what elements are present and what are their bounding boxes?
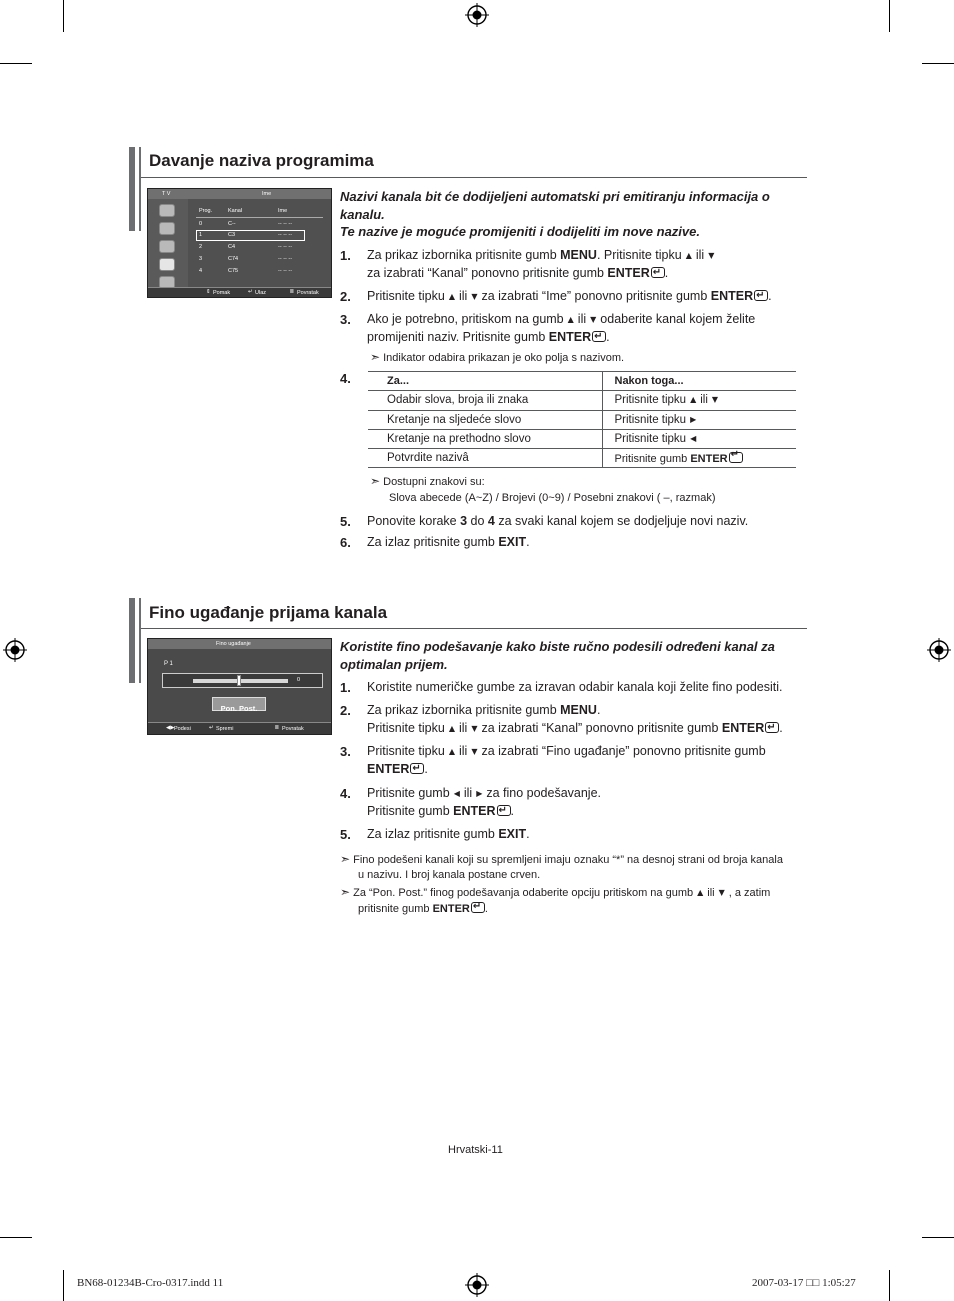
note [370,349,624,366]
osd-foot-enter: Ulaz [255,290,267,296]
step-ref: 4 [487,514,495,528]
cell-text: ili [700,394,708,407]
table-cell [602,410,796,429]
osd-top-bar [148,189,331,199]
step-text: za izabrati “Kanal” ponovno pritisnite gumb [481,720,722,735]
step-text: odaberite kanal kojem želite [600,312,756,326]
cell-text: Pritisnite tipku [614,433,687,446]
down-arrow-icon: ▼ [708,251,715,260]
step-text: Ponovite korake [367,514,461,528]
up-arrow-icon: ▲ [448,747,455,756]
osd-col-kanal: Kanal [228,208,243,214]
section-title: Fino ugađanje prijama kanala [149,603,388,622]
note-detail [358,901,488,917]
setup-icon [159,258,175,271]
step-text: . [664,265,669,280]
section-title: Davanje naziva programima [149,151,374,170]
tv-fine-tune-screenshot [147,638,332,735]
intro-line: Te nazive je moguće promijeniti i dodijeliti im nove nazive. [340,224,700,239]
step-text: . [424,761,428,776]
crop-mark [63,1270,64,1301]
osd-top-bar [148,639,331,649]
enter-icon [497,805,511,816]
sound-icon [159,222,175,235]
step-text: . [510,803,515,818]
step-text: Za prikaz izbornika pritisnite gumb [367,248,561,262]
section-intro [340,638,810,673]
step-text: Pritisnite gumb [367,786,450,800]
crop-mark [889,1270,890,1301]
step-text: ili [458,720,468,735]
step-text: . [526,827,530,841]
up-arrow-icon: ▲ [697,888,704,897]
osd-bottom-bar [148,722,331,734]
osd-row-kanal: C3 [228,232,236,238]
step-number: 4. [340,786,351,801]
osd-return-icon: Ⅲ [290,289,294,295]
registration-mark-icon [3,638,27,662]
step-text: Za izlaz pritisnite gumb [367,535,499,549]
enter-key: ENTER [607,265,650,280]
osd-foot-save: Spremi [216,726,234,732]
crop-mark [0,1237,32,1238]
fine-tune-slider [162,673,323,688]
section-bar [129,598,141,683]
note-text: Za “Pon. Post.” finog podešavanja odaberite opciju pritiskom na gumb [353,887,694,899]
table-row [368,449,796,468]
step-text: za izabrati “Ime” ponovno pritisnite gumb [481,289,711,303]
osd-enter-icon: ↵ [209,725,214,731]
osd-row-kanal: C74 [228,256,239,262]
step-text: Pritisnite tipku [367,289,445,303]
note-text: ili [707,887,715,899]
enter-key: ENTER [453,803,496,818]
section-intro [340,188,810,241]
enter-key: ENTER [548,329,592,344]
osd-row-kanal: C75 [228,268,239,274]
osd-foot-return: Povratak [282,726,304,732]
down-arrow-icon: ▼ [718,888,725,897]
table-cell [602,391,796,410]
enter-icon [651,267,665,278]
note-text: Indikator odabira prikazan je oko polja s nazivom. [383,352,625,364]
picture-icon [159,204,175,217]
right-arrow-icon: ▶ [690,414,697,424]
enter-icon [410,763,424,774]
step-text: za izabrati “Fino ugađanje” ponovno pritisnite gumb [481,744,766,758]
osd-row-prog: 2 [199,244,203,250]
step-text: ili [458,289,468,303]
pon-post-label: Pon. Post. [220,704,258,713]
enter-key: ENTER [721,720,765,735]
osd-row-ime: -- -- -- [278,232,293,238]
osd-row-ime: -- -- -- [278,221,293,227]
intro-line: Nazivi kanala bit će dodijeljeni automatski pri emitiranju informacija o kanalu. [340,189,770,222]
key-table [368,371,796,468]
osd-foot-return: Povratak [297,290,319,296]
table-row [368,391,796,410]
osd-channel: P 1 [164,661,173,667]
intro-line: Koristite fino podešavanje kako biste ručno podesili određeni kanal za [340,639,775,654]
registration-mark-icon [465,1273,489,1297]
table-cell [602,449,796,468]
registration-mark-icon [465,3,489,27]
down-arrow-icon: ▼ [711,395,719,405]
table-row [368,410,796,429]
step-text: ili [463,786,473,800]
step-number: 4. [340,371,351,386]
enter-key: ENTER [367,761,410,776]
table-header: Nakon toga... [602,372,796,391]
enter-key: ENTER [432,903,470,915]
enter-icon [592,331,606,342]
osd-col-ime: Ime [278,208,288,214]
step-text: za fino podešavanje. [486,786,602,800]
step-number: 3. [340,312,351,327]
note-arrow-icon: ➣ [340,852,351,866]
osd-tab-label: T V [162,191,171,197]
up-arrow-icon: ▲ [685,251,692,260]
step-number: 1. [340,248,351,263]
exit-key: EXIT [498,827,527,841]
step-text: . [779,720,783,735]
section-bar [129,147,141,231]
table-cell [602,429,796,448]
step-text: Ako je potrebno, pritiskom na gumb [367,312,564,326]
osd-row-prog: 1 [199,232,203,238]
up-arrow-icon: ▲ [448,292,455,301]
note-text: pritisnite gumb [358,903,433,915]
note [340,884,770,901]
enter-icon [754,290,768,301]
step-ref: 3 [460,514,468,528]
step-text: ili [695,248,705,262]
step-text: Za izlaz pritisnite gumb [367,827,499,841]
up-arrow-icon: ▲ [448,723,455,733]
cell-text: Pritisnite tipku [614,394,687,407]
step-number: 6. [340,535,351,550]
note-detail: Slova abecede (A~Z) / Brojevi (0~9) / Posebni znakovi ( –, razmak) [389,492,716,504]
note-text: Fino podešeni kanali koji su spremljeni imaju oznaku “*” na desnoj strani od broja kanala [353,854,783,866]
note-arrow-icon: ➣ [370,350,381,364]
enter-key: ENTER [690,452,728,465]
step-text: Za prikaz izbornika pritisnite gumb [367,703,561,717]
osd-row-prog: 0 [199,221,203,227]
step-text: . Pritisnite tipku [596,248,682,262]
table-row [368,429,796,448]
table-cell: Kretanje na sljedeće slovo [368,410,602,429]
cell-text: Pritisnite tipku [614,413,687,426]
step-text: do [467,514,488,528]
crop-mark [922,63,954,64]
crop-mark [922,1237,954,1238]
osd-enter-icon: ↵ [248,289,253,295]
enter-icon [729,452,743,463]
slider-thumb [237,675,241,686]
osd-row-ime: -- -- -- [278,268,293,274]
osd-panel [188,199,331,287]
channel-icon [159,240,175,253]
step-text: Pritisnite gumb [367,803,454,818]
up-arrow-icon: ▲ [567,315,574,324]
note-text: . [484,903,488,915]
step-text: . [526,535,530,549]
osd-sidebar [148,199,188,287]
osd-divider [196,217,323,218]
osd-move-icon: ⇕ [206,289,211,295]
osd-header: Fino ugađanje [216,641,251,647]
crop-mark [0,63,32,64]
section-rule [141,177,807,178]
step-text: ili [577,312,587,326]
table-header-row [368,372,796,391]
note-arrow-icon: ➣ [340,885,351,899]
right-arrow-icon: ▶ [476,789,483,798]
step-text: promijeniti naziv. Pritisnite gumb [367,329,549,344]
step-number: 1. [340,680,351,695]
enter-icon [765,722,779,733]
step-text: . [606,329,610,344]
intro-line: optimalan prijem. [340,656,448,672]
osd-header: Ime [262,191,272,197]
slider-value: 0 [297,677,301,683]
step-number: 5. [340,827,351,842]
note-arrow-icon: ➣ [370,474,381,488]
note [370,473,485,490]
osd-adjust-icon: ◀▶ [166,725,175,731]
crop-mark [889,0,890,32]
osd-bottom-bar [148,287,331,297]
osd-row-prog: 3 [199,256,203,262]
table-cell: Kretanje na prethodno slovo [368,429,602,448]
step-text: Pritisnite tipku [367,720,445,735]
note-text: , a zatim [728,887,771,899]
step-text: Pritisnite tipku [367,744,445,758]
note-detail: u nazivu. I broj kanala postane crven. [358,869,541,881]
step-text: . [596,703,601,717]
menu-key: MENU [560,248,597,262]
step-number: 2. [340,703,351,718]
left-arrow-icon: ◀ [453,789,460,798]
osd-return-icon: Ⅲ [275,725,279,731]
osd-row-ime: -- -- -- [278,256,293,262]
osd-col-prog: Prog. [199,208,213,214]
date-slug: 2007-03-17 □□ 1:05:27 [752,1277,856,1289]
step-text: . [768,289,772,303]
osd-row-ime: -- -- -- [278,244,293,250]
step-number: 2. [340,289,351,304]
step-number: 3. [340,744,351,759]
enter-key: ENTER [710,289,754,303]
table-cell: Odabir slova, broja ili znaka [368,391,602,410]
step-text: ili [458,744,468,758]
step-text: za svaki kanal kojem se dodjeljuje novi naziv. [494,514,749,528]
menu-key: MENU [560,703,597,717]
osd-row-kanal: C-- [228,221,236,227]
file-slug: BN68-01234B-Cro-0317.indd 11 [77,1277,224,1289]
table-cell: Potvrdite nazivâ [368,449,602,468]
exit-key: EXIT [498,535,527,549]
tv-menu-screenshot [147,188,332,298]
down-arrow-icon: ▼ [471,747,478,756]
note [340,851,783,868]
section-rule [141,628,807,629]
osd-row-prog: 4 [199,268,203,274]
osd-foot-adjust: Podesi [174,726,191,732]
down-arrow-icon: ▼ [471,723,478,733]
up-arrow-icon: ▲ [690,395,697,405]
cell-text: Pritisnite gumb [614,452,688,465]
down-arrow-icon: ▼ [471,292,478,301]
table-header: Za... [368,372,602,391]
down-arrow-icon: ▼ [590,315,597,324]
step-text: Koristite numeričke gumbe za izravan odabir kanala koji želite fino podesiti. [367,680,783,694]
enter-icon [471,902,485,913]
left-arrow-icon: ◀ [690,434,697,444]
step-text: za izabrati “Kanal” ponovno pritisnite gumb [367,265,608,280]
pon-post-button [212,697,266,711]
crop-mark [63,0,64,32]
osd-row-kanal: C4 [228,244,236,250]
page-number: Hrvatski-11 [448,1144,503,1156]
osd-foot-move: Pomak [213,290,231,296]
step-number: 5. [340,514,351,529]
registration-mark-icon [927,638,951,662]
note-text: Dostupni znakovi su: [383,476,485,488]
